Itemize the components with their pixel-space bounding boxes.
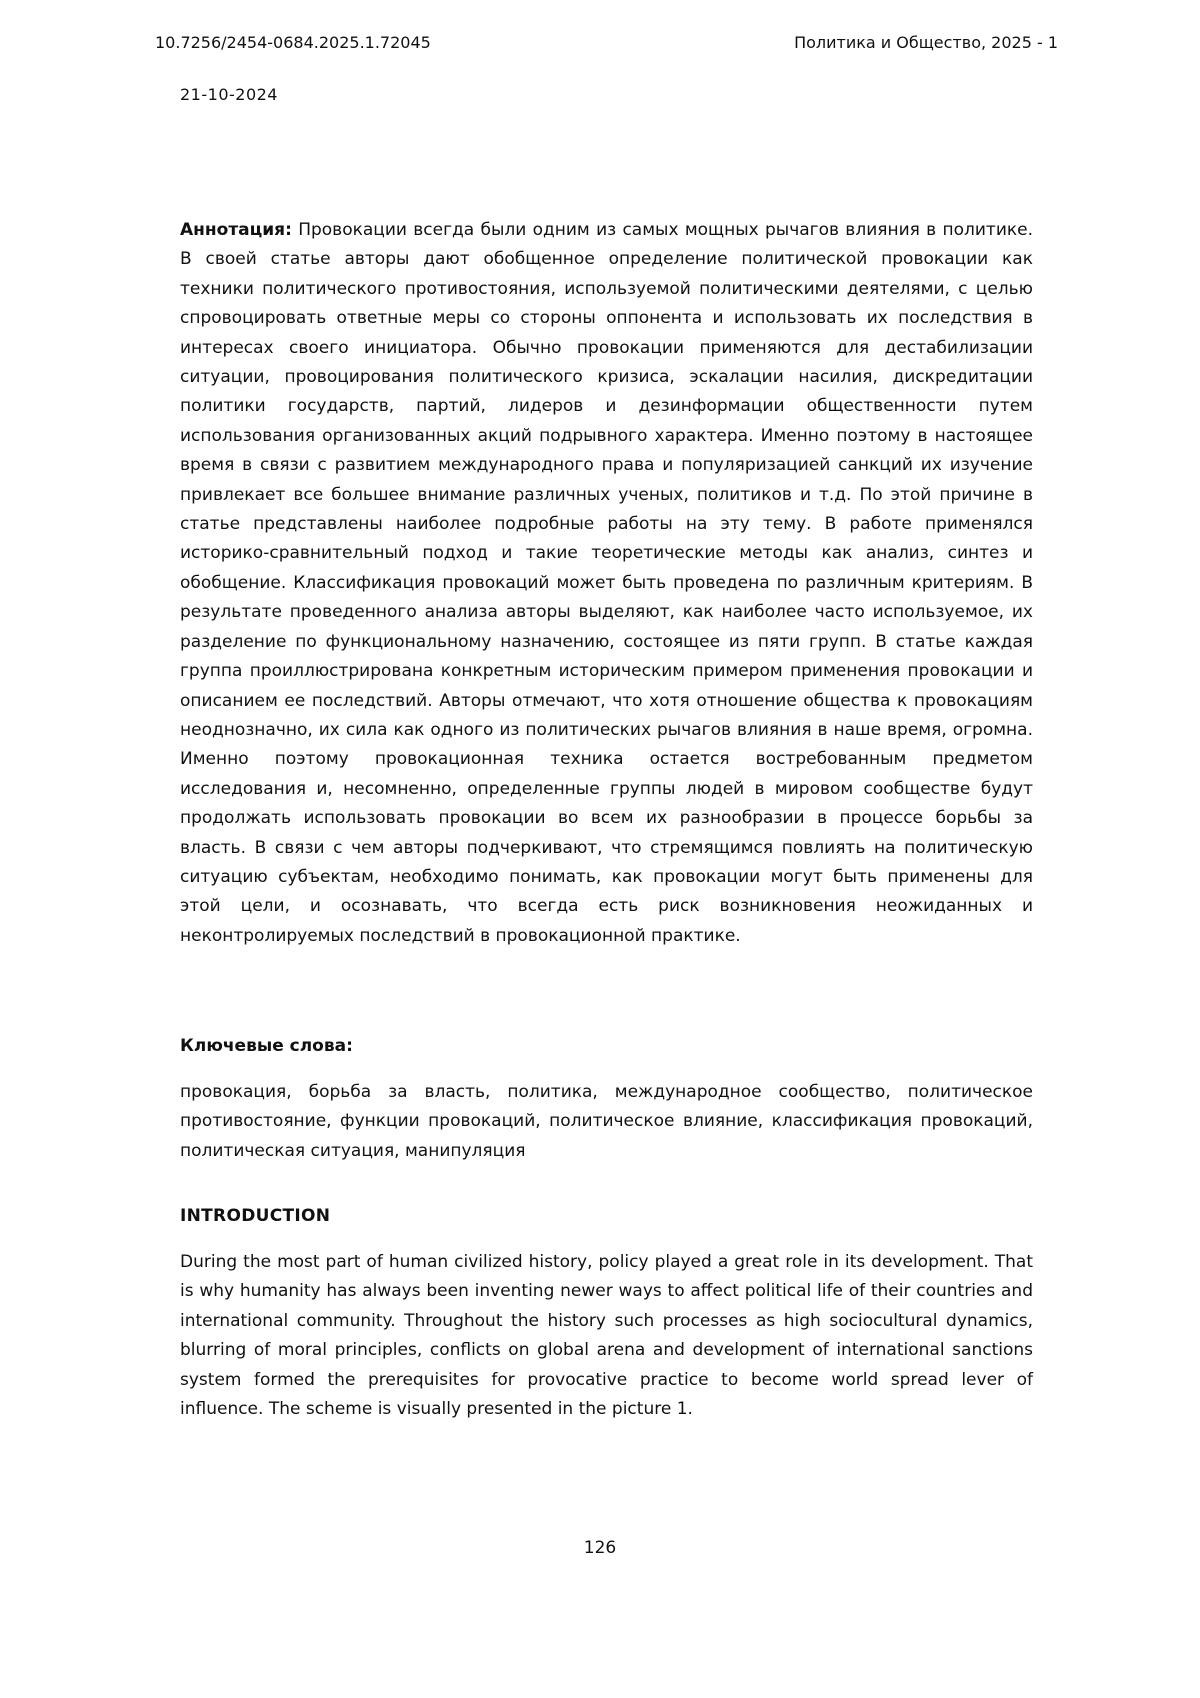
introduction-paragraph: During the most part of human civilized history, policy played a great role in its development. That is why humanity has always been inventing newer ways to affect political life of their countries and international community. Throughout the history such processes as high sociocultural dynamics, blurring of moral principles, conflicts on global arena and development of international sanctions system formed the prerequisites for provocative practice to become world spread lever of influence. The scheme is visually presented in the picture 1.: [180, 1252, 1033, 1420]
keywords-section: [180, 1078, 1033, 1166]
page-header: [155, 33, 1058, 52]
introduction-heading-wrap: [180, 1206, 1033, 1226]
introduction-section: [180, 1248, 1033, 1424]
abstract-label: Аннотация:: [180, 220, 292, 240]
introduction-heading: INTRODUCTION: [180, 1206, 331, 1226]
abstract-text: Провокации всегда были одним из самых мощных рычагов влияния в политике. В своей статье авторы дают обобщенное определение политической провокации как техники политического противостояния, используемой политическими деятелями, с целью спровоцировать ответные меры со стороны оппонента и использовать их последствия в интересах своего инициатора. Обычно провокации применяются для дестабилизации ситуации, провоцирования политического кризиса, эскалации насилия, дискредитации политики государств, партий, лидеров и дезинформации общественности путем использования организованных акций подрывного характера. Именно поэтому в настоящее время в связи с развитием международного права и популяризацией санкций их изучение привлекает все большее внимание различных ученых, политиков и т.д. По этой причине в статье представлены наиболее подробные работы на эту тему. В работе применялся историко-сравнительный подход и такие теоретические методы как анализ, синтез и обобщение. Классификация провокаций может быть проведена по различным критериям. В результате проведенного анализа авторы выделяют, как наиболее часто используемое, их разделение по функциональному назначению, состоящее из пяти групп. В статье каждая группа проиллюстрирована конкретным историческим примером применения провокации и описанием ее последствий. Авторы отмечают, что хотя отношение общества к провокациям неоднозначно, их сила как одного из политических рычагов влияния в наше время, огромна. Именно поэтому провокационная техника остается востребованным предметом исследования и, несомненно, определенные группы людей в мировом сообществе будут продолжать использовать провокации во всем их разнообразии в процессе борьбы за власть. В связи с чем авторы подчеркивают, что стремящимся повлиять на политическую ситуацию субъектам, необходимо понимать, как провокации могут быть применены для этой цели, и осознавать, что всегда есть риск возникновения неожиданных и неконтролируемых последствий в провокационной практике.: [180, 220, 1034, 946]
doi-text: 10.7256/2454-0684.2025.1.72045: [155, 33, 431, 52]
abstract-paragraph: [180, 216, 1033, 951]
keywords-label: Ключевые слова:: [180, 1036, 353, 1056]
abstract-section: [180, 216, 1033, 951]
keywords-section-heading: [180, 1036, 1033, 1056]
keywords-text: провокация, борьба за власть, политика, международное сообщество, политическое противостояние, функции провокаций, политическое влияние, классификация провокаций, политическая ситуация, манипуляция: [180, 1082, 1033, 1161]
page-number: 126: [583, 1538, 617, 1558]
publication-date: 21-10-2024: [180, 85, 278, 104]
journal-title: Политика и Общество, 2025 - 1: [794, 33, 1058, 52]
